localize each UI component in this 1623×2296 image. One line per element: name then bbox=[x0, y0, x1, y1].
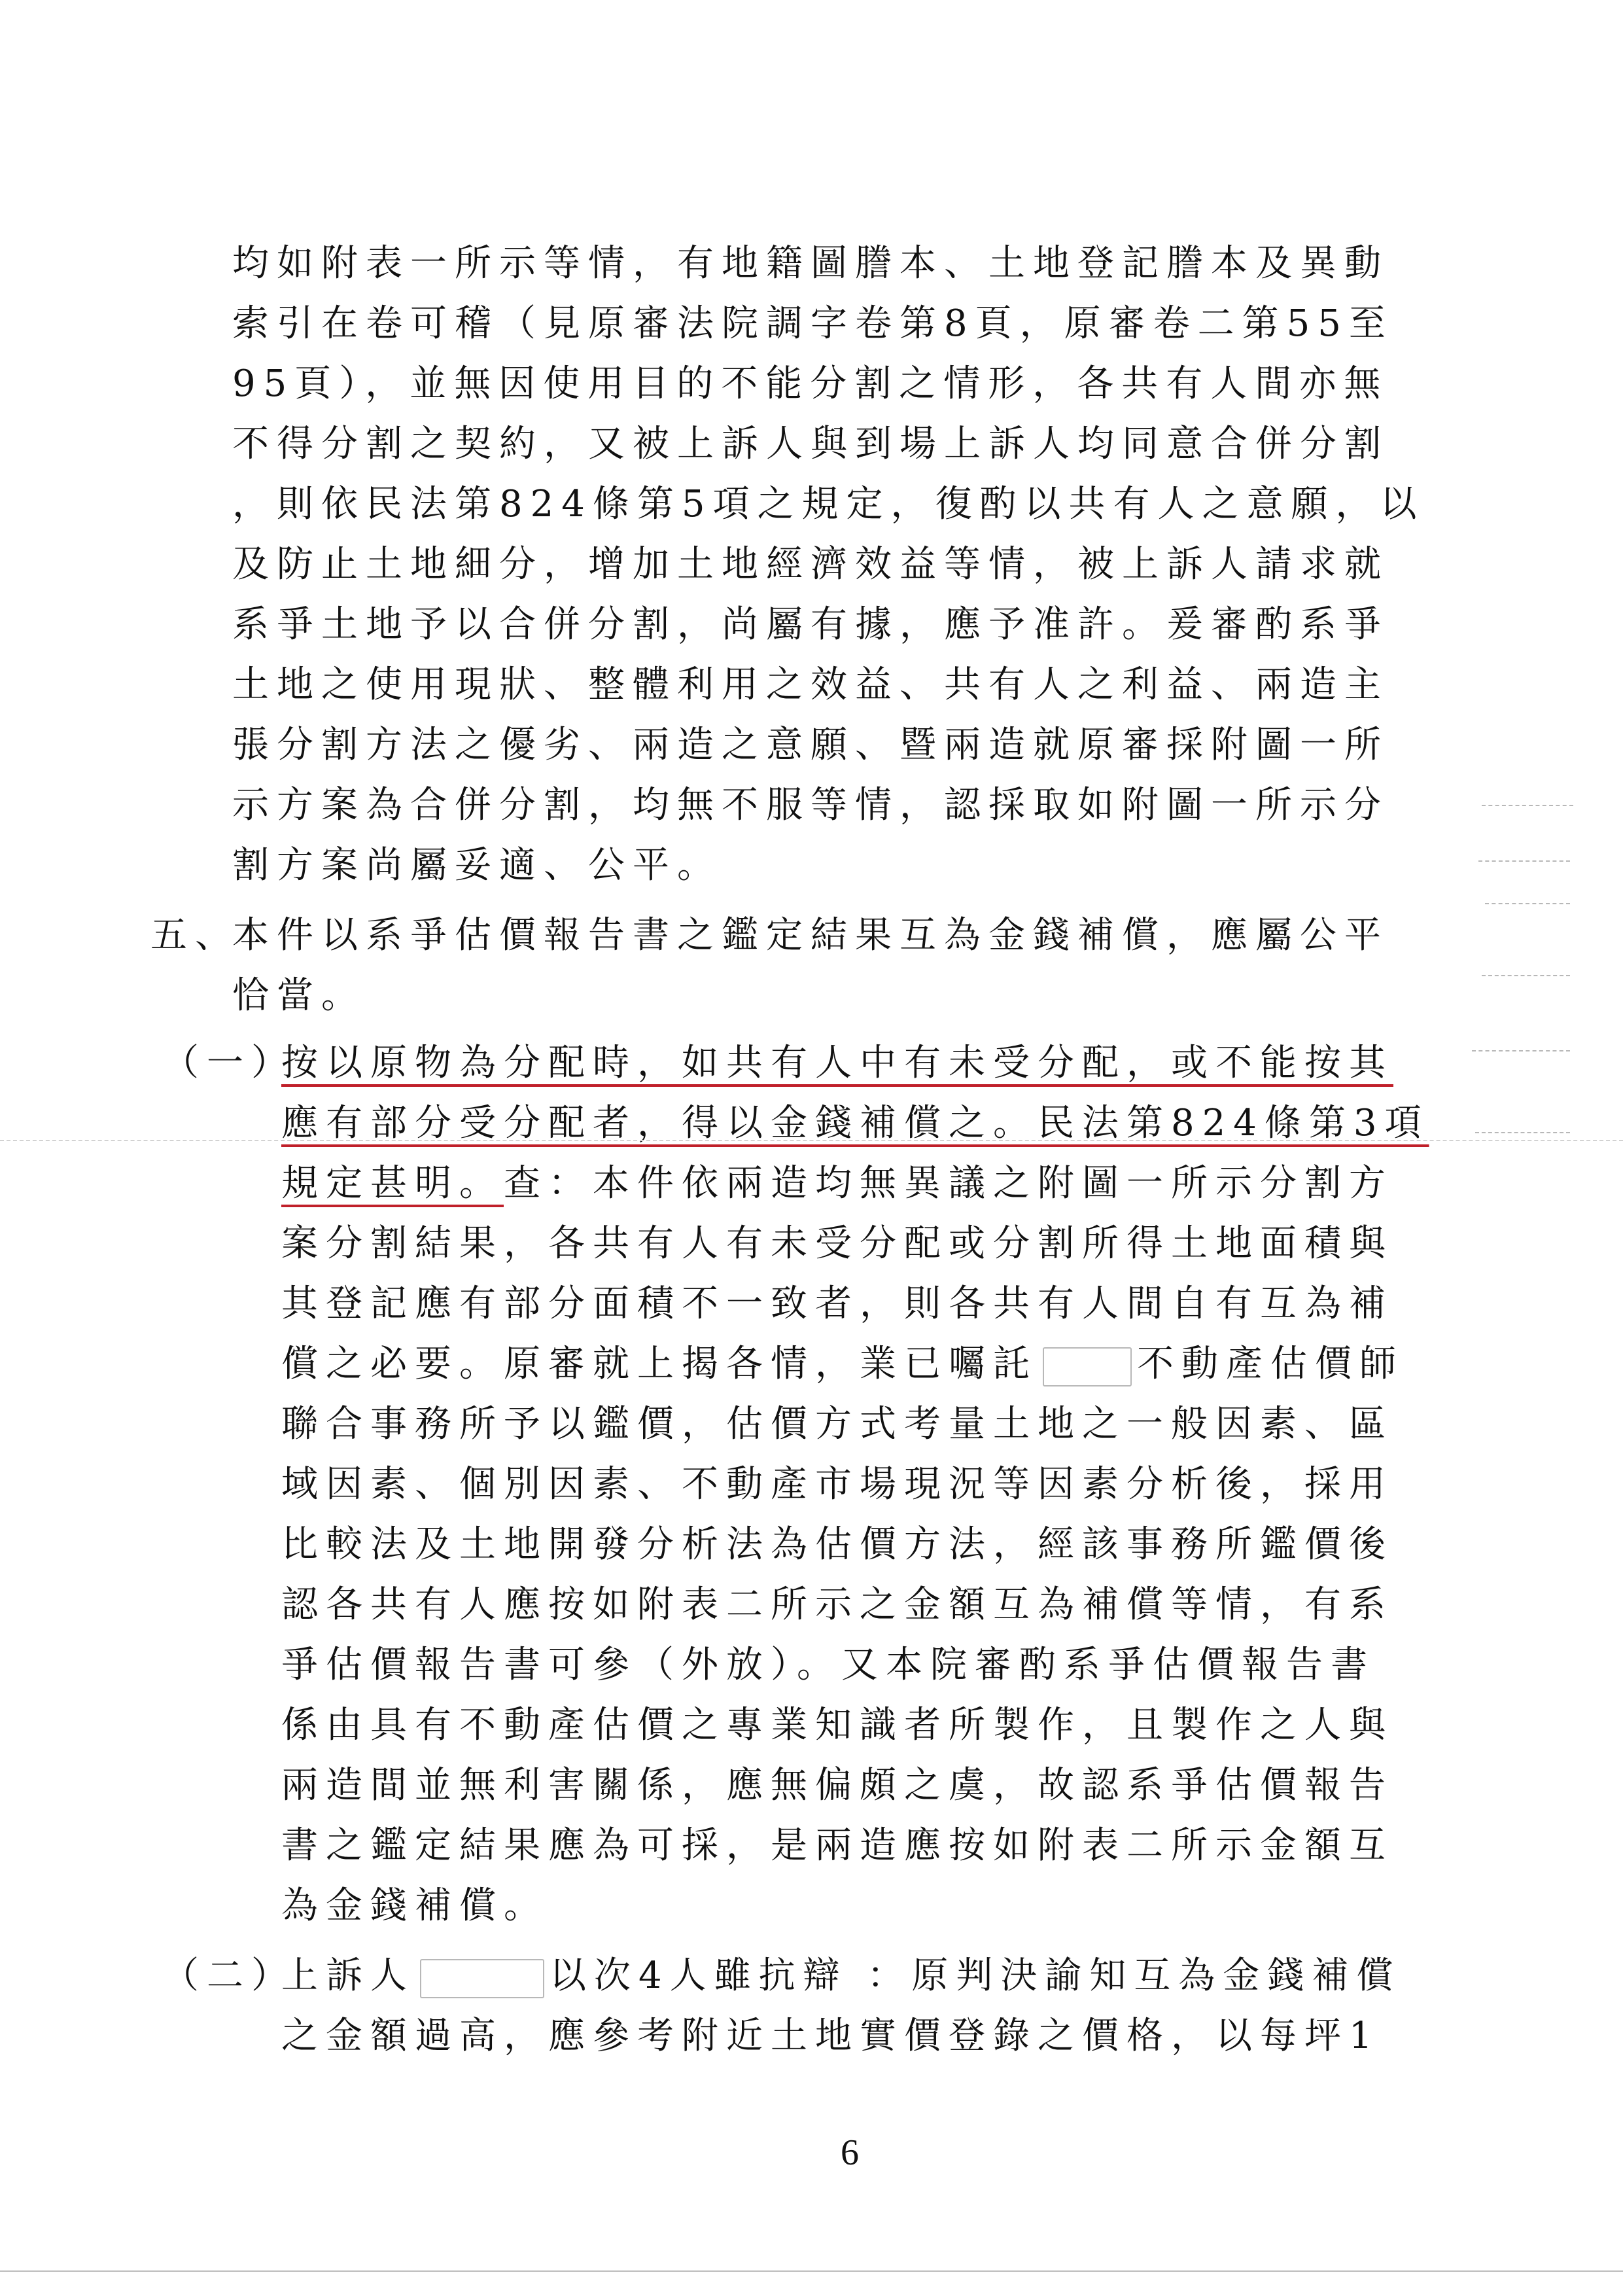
subsection-1-line-14: 書之鑑定結果應為可採，是兩造應按如附表二所示金額互 bbox=[281, 1824, 1393, 1867]
subsection-1-line-3 bbox=[281, 1161, 1393, 1207]
intro-line-9: 張分割方法之優劣、兩造之意願、暨兩造就原審採附圖一所 bbox=[232, 724, 1389, 766]
subsection-1-label: （一） bbox=[162, 1042, 296, 1084]
subsection-1-line-6 bbox=[281, 1341, 1404, 1387]
subsection-1-line-10: 認各共有人應按如附表二所示之金額互為補償等情，有系 bbox=[281, 1583, 1393, 1626]
section-5-line-1: 本件以系爭估價報告書之鑑定結果互為金錢補償，應屬公平 bbox=[232, 914, 1389, 957]
underlined-text: 按以原物為分配時，如共有人中有未受分配，或不能按其 bbox=[281, 1042, 1393, 1084]
subsection-1-line-4: 案分割結果，各共有人有未受分配或分割所得土地面積與 bbox=[281, 1222, 1393, 1265]
margin-mark bbox=[1472, 1050, 1570, 1051]
intro-line-2: 索引在卷可稽（見原審法院調字卷第8頁，原審卷二第55至 bbox=[232, 302, 1393, 345]
section-5-label: 五、 bbox=[150, 914, 239, 957]
subsection-1-line-12: 係由具有不動產估價之專業知識者所製作，且製作之人與 bbox=[281, 1704, 1393, 1746]
margin-mark bbox=[1475, 1132, 1570, 1133]
intro-line-6: 及防止土地細分，增加土地經濟效益等情，被上訴人請求就 bbox=[232, 543, 1389, 586]
subsection-1-line-9: 比較法及土地開發分析法為估價方法，經該事務所鑑價後 bbox=[281, 1523, 1393, 1566]
line-text: 上訴人 bbox=[281, 1954, 415, 1997]
section-5-line-2: 恰當。 bbox=[232, 974, 366, 1017]
redaction-box bbox=[420, 1959, 544, 1998]
subsection-2-line-1 bbox=[281, 1953, 1401, 1999]
intro-line-5: ，則依民法第824條第5項之規定，復酌以共有人之意願，以 bbox=[232, 483, 1425, 525]
intro-line-11: 割方案尚屬妥適、公平。 bbox=[232, 844, 722, 887]
subsection-1-line-15: 為金錢補償。 bbox=[281, 1884, 548, 1927]
line-text: 不動產估價師 bbox=[1137, 1343, 1404, 1385]
subsection-1-line-11: 爭估價報告書可參（外放）。又本院審酌系爭估價報告書 bbox=[281, 1644, 1375, 1686]
subsection-1-line-13: 兩造間並無利害關係，應無偏頗之虞，故認系爭估價報告 bbox=[281, 1764, 1393, 1807]
underlined-text: 規定甚明。 bbox=[281, 1162, 504, 1205]
subsection-1-line-7: 聯合事務所予以鑑價，估價方式考量土地之一般因素、區 bbox=[281, 1403, 1393, 1445]
margin-mark bbox=[1482, 805, 1573, 806]
line-text: 以次4人雖抗辯 ：原判決諭知互為金錢補償 bbox=[550, 1954, 1401, 1997]
subsection-1-line-8: 域因素、個別因素、不動產市場現況等因素分析後，採用 bbox=[281, 1463, 1393, 1506]
scan-line bbox=[0, 1140, 1623, 1141]
underlined-text: 應有部分受分配者，得以金錢補償之。民法第824條第3項 bbox=[281, 1102, 1429, 1144]
line-text: 償之必要。原審就上揭各情，業已囑託 bbox=[281, 1343, 1038, 1385]
page-number: 6 bbox=[841, 2132, 859, 2173]
line-text: 查：本件依兩造均無異議之附圖一所示分割方 bbox=[504, 1162, 1393, 1205]
subsection-2-line-2: 之金額過高，應參考附近土地實價登錄之價格，以每坪1 bbox=[281, 2015, 1380, 2057]
subsection-2-label: （二） bbox=[162, 1954, 296, 1997]
redaction-box bbox=[1043, 1347, 1132, 1386]
margin-mark bbox=[1482, 975, 1570, 976]
intro-line-8: 土地之使用現狀、整體利用之效益、共有人之利益、兩造主 bbox=[232, 663, 1389, 706]
bottom-rule bbox=[0, 2270, 1623, 2272]
intro-line-10: 示方案為合併分割，均無不服等情，認採取如附圖一所示分 bbox=[232, 784, 1389, 826]
margin-mark bbox=[1485, 903, 1570, 904]
subsection-1-line-1 bbox=[281, 1040, 1393, 1086]
intro-line-7: 系爭土地予以合併分割，尚屬有據，應予准許。爰審酌系爭 bbox=[232, 603, 1389, 646]
intro-line-1: 均如附表一所示等情，有地籍圖謄本、土地登記謄本及異動 bbox=[232, 242, 1389, 285]
margin-mark bbox=[1478, 860, 1570, 862]
intro-line-3: 95頁），並無因使用目的不能分割之情形，各共有人間亦無 bbox=[232, 362, 1389, 405]
subsection-1-line-5: 其登記應有部分面積不一致者，則各共有人間自有互為補 bbox=[281, 1282, 1393, 1325]
intro-line-4: 不得分割之契約，又被上訴人與到場上訴人均同意合併分割 bbox=[232, 423, 1389, 465]
